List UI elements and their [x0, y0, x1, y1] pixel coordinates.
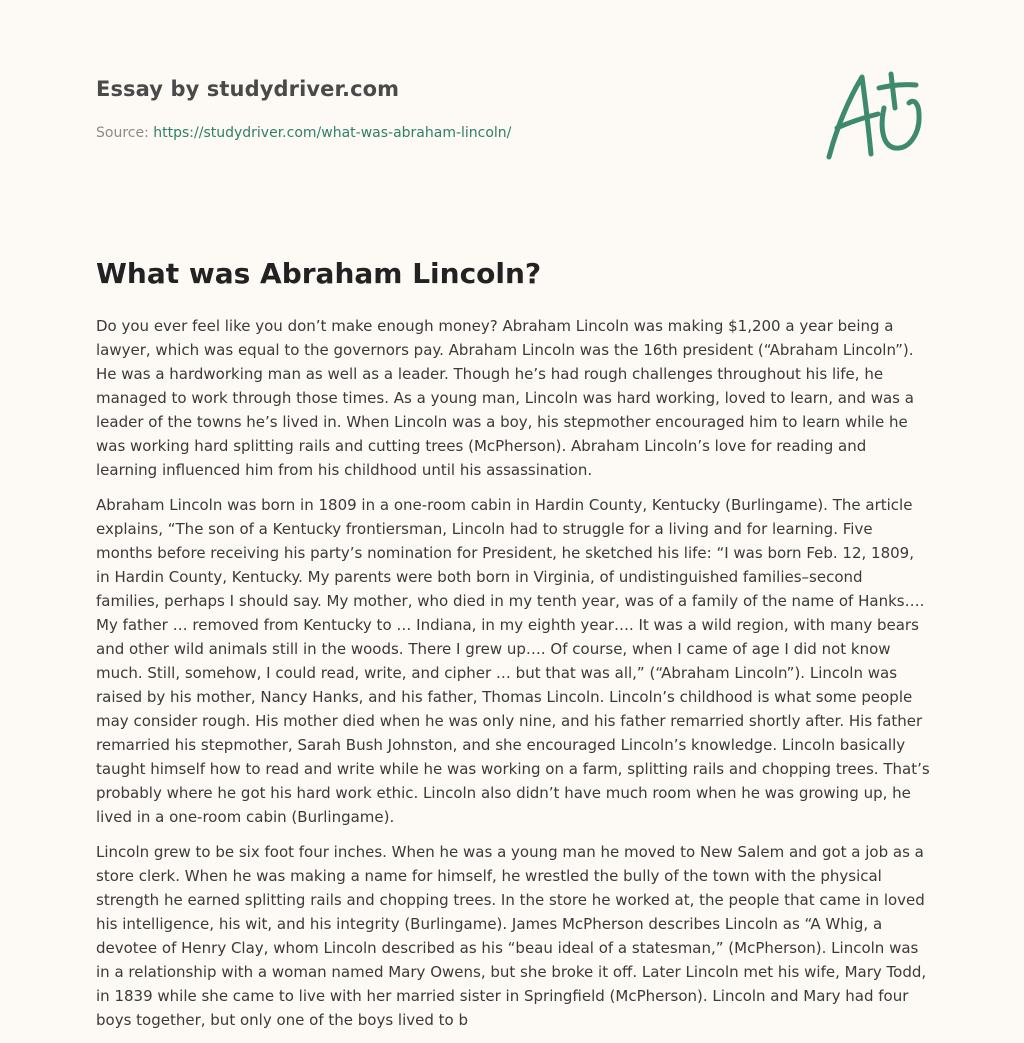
source-line [96, 123, 796, 143]
source-label: Source: [96, 125, 154, 141]
a-plus-grade-icon [820, 68, 928, 164]
essay-paragraph: Lincoln grew to be six foot four inches. When he was a young man he moved to New Salem and got a job as a store clerk. When he was making a name for himself, he wrestled the bully of the town with the physical strength he earned splitting rails and chopping trees. In the store he worked at, the people that came in loved his intelligence, his wit, and his integrity (Burlingame). James McPherson describes Lincoln as “A Whig, a devotee of Henry Clay, whom Lincoln described as his “beau ideal of a statesman,” (McPherson). Lincoln was in a relationship with a woman named Mary Owens, but she broke it off. Later Lincoln met his wife, Mary Todd, in 1839 while she came to live with her married sister in Springfield (McPherson). Lincoln and Mary had four boys together, but only one of the boys lived to b [96, 843, 927, 1029]
essay-header [96, 72, 796, 143]
essay-paragraph: Abraham Lincoln was born in 1809 in a one-room cabin in Hardin County, Kentucky (Burlingame). The article explains, “The son of a Kentucky frontiersman, Lincoln had to struggle for a living and for learning. Five months before receiving his party’s nomination for President, he sketched his life: “I was born Feb. 12, 1809, in Hardin County, Kentucky. My parents were both born in Virginia, of undistinguished families–second families, perhaps I should say. My mother, who died in my tenth year, was of a family of the name of Hanks…. My father … removed from Kentucky to … Indiana, in my eighth year…. It was a wild region, with many bears and other wild animals still in the woods. There I grew up…. Of course, when I came of age I did not know much. Still, somehow, I could read, write, and cipher … but that was all,” (“Abraham Lincoln”). Lincoln was raised by his mother, Nancy Hanks, and his father, Thomas Lincoln. Lincoln’s childhood is what some people may consider rough. His mother died when he was only nine, and his father remarried shortly after. His father remarried his stepmother, Sarah Bush Johnston, and she encouraged Lincoln’s knowledge. Lincoln basically taught himself how to read and write while he was working on a farm, splitting rails and chopping trees. That’s probably where he got his hard work ethic. Lincoln also didn’t have much room when he was growing up, he lived in a one-room cabin (Burlingame). [96, 496, 930, 826]
essay-paragraph: Do you ever feel like you don’t make enough money? Abraham Lincoln was making $1,200 a year being a lawyer, which was equal to the governors pay. Abraham Lincoln was the 16th president (“Abraham Lincoln”). He was a hardworking man as well as a leader. Though he’s had rough challenges throughout his life, he managed to work through those times. As a young man, Lincoln was hard working, loved to learn, and was a leader of the towns he’s lived in. When Lincoln was a boy, his stepmother encouraged him to learn while he was working hard splitting rails and cutting trees (McPherson). Abraham Lincoln’s love for reading and learning influenced him from his childhood until his assassination. [96, 317, 914, 479]
site-brand-title: Essay by studydriver.com [96, 77, 400, 101]
essay-body [96, 314, 930, 1043]
source-link[interactable]: https://studydriver.com/what-was-abraham-lincoln/ [153, 125, 512, 141]
essay-title: What was Abraham Lincoln? [96, 257, 542, 290]
